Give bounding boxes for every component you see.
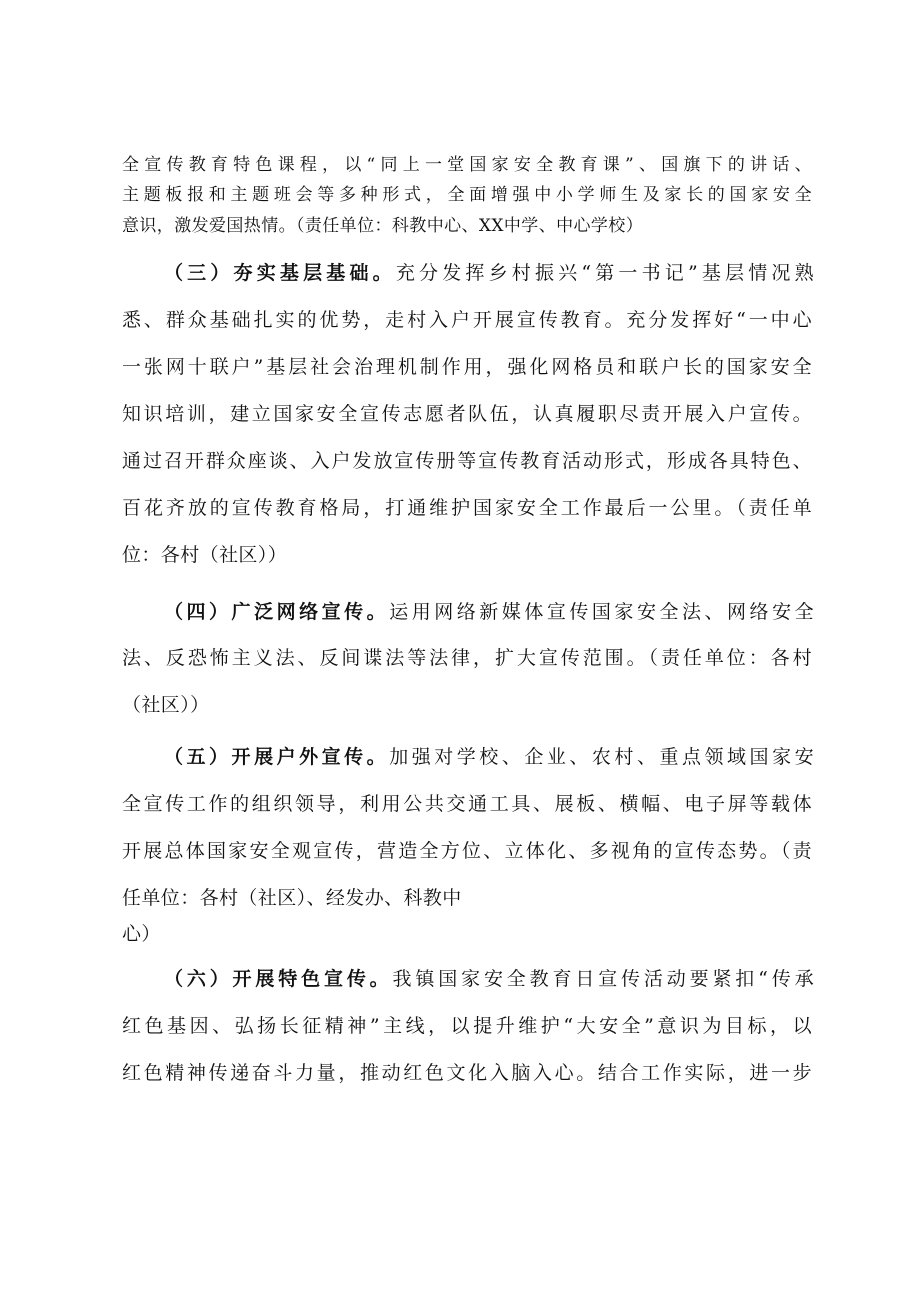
paragraph-3-line-6: 百花齐放的宣传教育格局，打通维护国家安全工作最后一公里。（责任单	[122, 497, 812, 519]
paragraph-1-line-1: 全宣传教育特色课程，以“同上一堂国家安全教育课”、国旗下的讲话、	[122, 155, 812, 175]
paragraph-5-first-line	[164, 744, 814, 770]
paragraph-5-line-2: 全宣传工作的组织领导，利用公共交通工具、展板、横幅、电子屏等载体	[122, 793, 812, 815]
paragraph-5-heading: （五）开展户外宣传。	[164, 746, 390, 768]
paragraph-1-line-2: 主题板报和主题班会等多种形式，全面增强中小学师生及家长的国家安全	[122, 185, 812, 205]
paragraph-3-line-7: 位：各村（社区））	[122, 544, 288, 566]
paragraph-4-heading: （四）广泛网络宣传。	[164, 601, 390, 623]
paragraph-3-first-line	[164, 260, 814, 286]
paragraph-4-line-2: 法、反恐怖主义法、反间谍法等法律，扩大宣传范围。（责任单位：各村	[122, 647, 812, 669]
paragraph-3-line-2: 悉、群众基础扎实的优势，走村入户开展宣传教育。充分发挥好“一中心	[122, 309, 812, 331]
paragraph-5-line-4: 任单位：各村（社区）、经发办、科教中	[122, 887, 462, 909]
paragraph-6-line-2: 红色基因、弘扬长征精神”主线，以提升维护“大安全”意识为目标，以	[122, 1015, 812, 1037]
paragraph-6-first-line-text: 我镇国家安全教育日宣传活动要紧扣“传承	[392, 968, 814, 990]
paragraph-3-heading: （三）夯实基层基础。	[164, 262, 396, 284]
paragraph-5-line-5: 心）	[122, 923, 161, 945]
paragraph-6-first-line	[164, 966, 814, 992]
paragraph-3-line-3: 一张网十联户”基层社会治理机制作用，强化网格员和联户长的国家安全	[122, 356, 812, 378]
paragraph-5-line-3: 开展总体国家安全观宣传，营造全方位、立体化、多视角的宣传态势。（责	[122, 840, 812, 862]
paragraph-3-line-4: 知识培训，建立国家安全宣传志愿者队伍，认真履职尽责开展入户宣传。	[122, 403, 812, 425]
paragraph-6-line-3: 红色精神传递奋斗力量，推动红色文化入脑入心。结合工作实际，进一步	[122, 1062, 812, 1084]
paragraph-4-line-3: （社区））	[122, 694, 210, 716]
paragraph-5-first-line-text: 加强对学校、企业、农村、重点领域国家安	[389, 746, 814, 768]
paragraph-4-first-line-text: 运用网络新媒体宣传国家安全法、网络安全	[389, 601, 814, 623]
paragraph-6-heading: （六）开展特色宣传。	[164, 968, 393, 990]
paragraph-3-line-5: 通过召开群众座谈、入户发放宣传册等宣传教育活动形式，形成各具特色、	[122, 450, 812, 472]
paragraph-3-first-line-text: 充分发挥乡村振兴“第一书记”基层情况熟	[395, 262, 814, 284]
paragraph-1-line-3: 意识，激发爱国热情。（责任单位：科教中心、XX中学、中心学校）	[122, 216, 644, 236]
paragraph-4-first-line	[164, 599, 814, 625]
